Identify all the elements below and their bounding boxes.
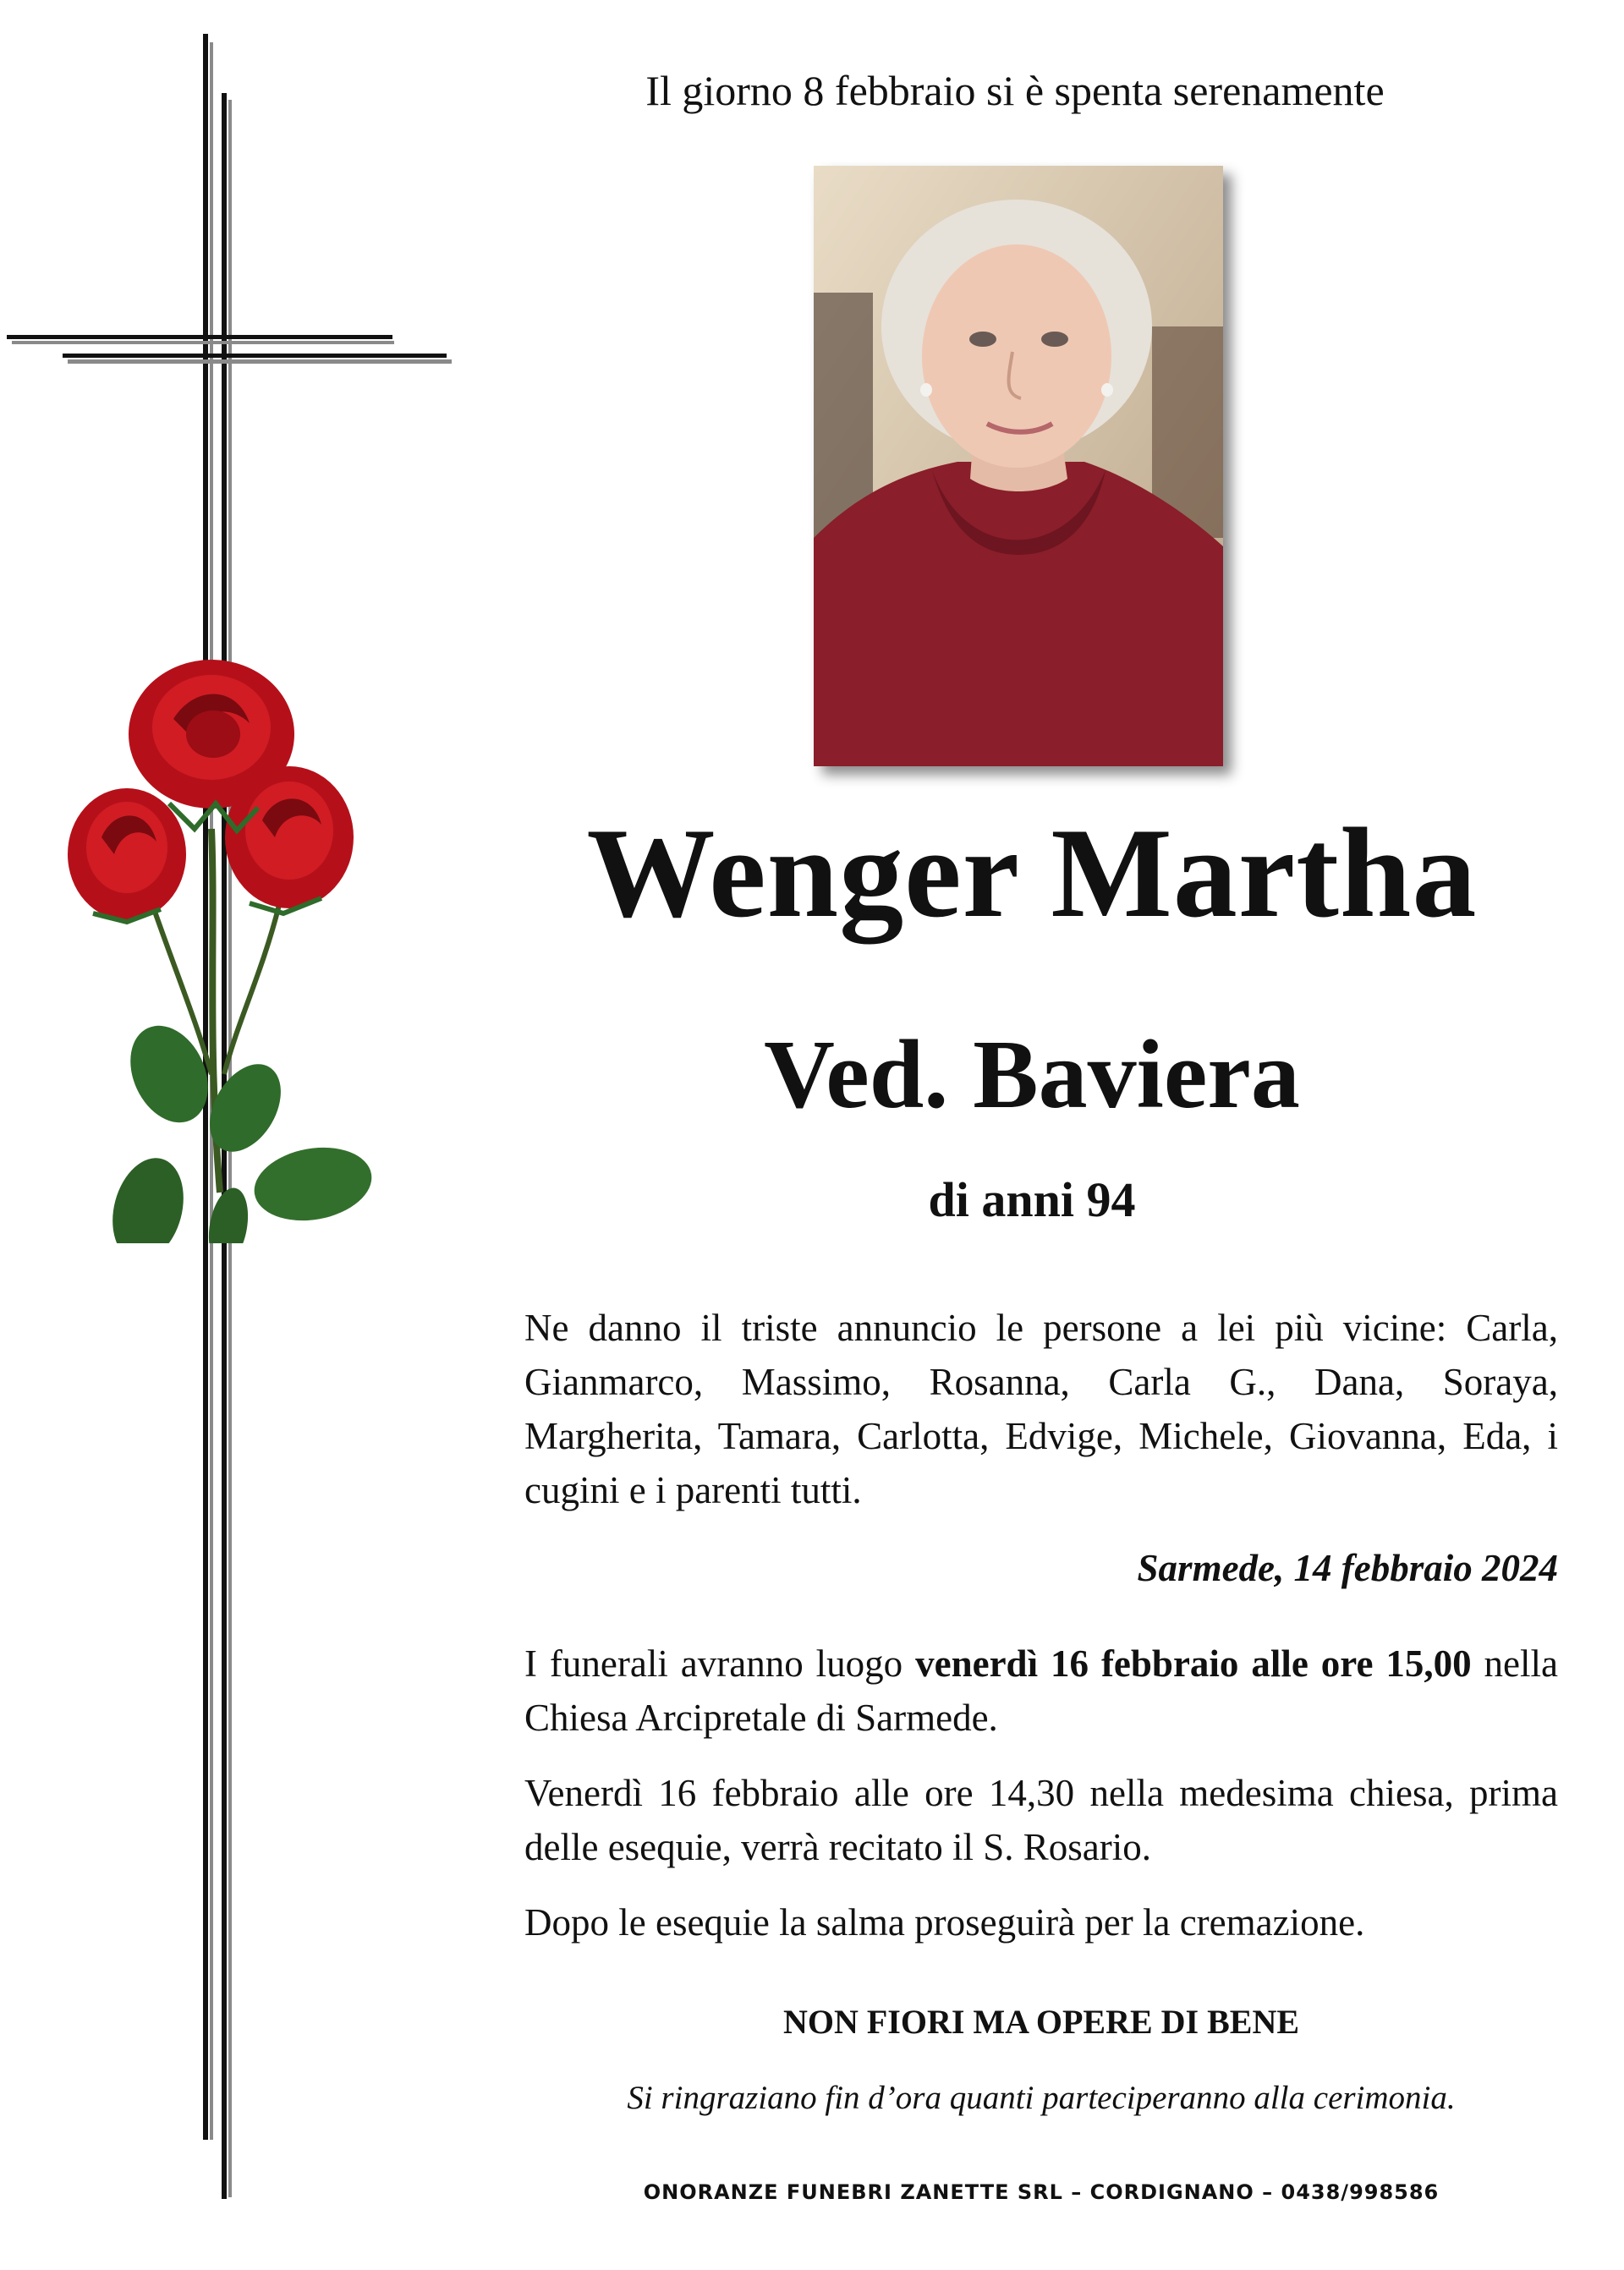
place-date: Sarmede, 14 febbraio 2024 [1137, 1547, 1558, 1589]
cremation-paragraph: Dopo le esequie la salma proseguirà per la cremazione. [524, 1901, 1365, 1944]
deceased-name: Wenger Martha [586, 802, 1478, 944]
widow-line: Ved. Baviera [764, 1021, 1300, 1129]
funeral-prefix: I funerali avranno luogo [524, 1642, 916, 1685]
announcement-paragraph: Ne danno il triste annuncio le persone a lei più vicine: Carla, Gianmarco, Massimo, Rosanna, Carla G., Dana, Soraya, Margherita, Tamara, Carlotta, Edvige, Michele, Giovanna, Eda, i cugini e i parenti tutti. [524, 1307, 1558, 1511]
roses-icon [68, 634, 389, 1243]
funeral-datetime: venerdì 16 febbraio alle ore 15,00 [915, 1642, 1472, 1685]
rosary-paragraph: Venerdì 16 febbraio alle ore 14,30 nella medesima chiesa, prima delle esequie, verrà recitato il S. Rosario. [524, 1772, 1558, 1868]
deceased-photo [814, 166, 1223, 766]
no-flowers-note: NON FIORI MA OPERE DI BENE [782, 2003, 1300, 2041]
thanks-note: Si ringraziano fin d’ora quanti parteciperanno alla cerimonia. [627, 2080, 1456, 2116]
funeral-suffix: nella Chiesa Arcipretale di Sarmede. [524, 1642, 1558, 1739]
age-line: di anni 94 [928, 1172, 1136, 1227]
funeral-home-footer: ONORANZE FUNEBRI ZANETTE SRL – CORDIGNANO – 0438/998586 [643, 2180, 1440, 2204]
funeral-paragraph [524, 1637, 1558, 1745]
intro-text: Il giorno 8 febbraio si è spenta serenamente [645, 67, 1385, 114]
